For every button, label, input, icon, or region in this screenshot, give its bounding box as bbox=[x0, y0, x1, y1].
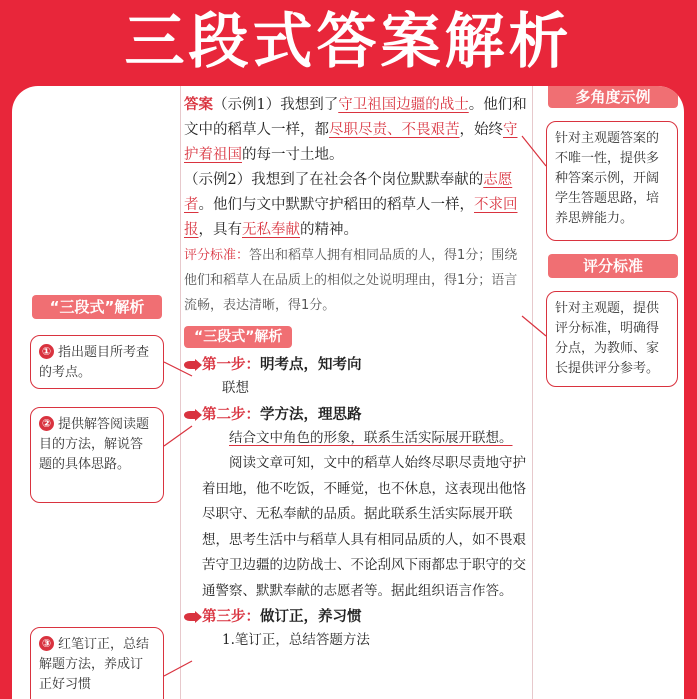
callout-multi-angle: 针对主观题答案的不唯一性，提供多种答案示例，开阔学生答题思路，培养思辨能力。 bbox=[546, 121, 678, 241]
answer-text: ，始终 bbox=[459, 122, 503, 138]
step-title: 做订正，养习惯 bbox=[260, 609, 362, 625]
step-2 bbox=[184, 404, 528, 426]
step-2-detail: 阅读文章可知，文中的稻草人始终尽职尽责地守护着田地，他不吃饭，不睡觉，也不休息，这表现出他恪尽职守、无私奉献的品质。据此联系生活实际展开联想，思考生活中与稻草人具有相同品质的人，如不畏艰苦守卫边疆的边防战士、不论刮风下雨都忠于职守的交通警察、默默奉献的志愿者等。据此组织语言作答。 bbox=[202, 455, 526, 599]
callout-note-3 bbox=[30, 627, 164, 699]
step-title: 明考点，知考向 bbox=[260, 357, 362, 373]
step-2-summary: 结合文中角色的形象，联系生活实际展开联想。 bbox=[229, 429, 513, 446]
scoring-criteria bbox=[184, 243, 528, 318]
answer-example-1 bbox=[184, 92, 528, 168]
content-card bbox=[12, 86, 684, 699]
callout-note-2 bbox=[30, 407, 164, 503]
center-column bbox=[184, 86, 528, 654]
highlight-text: 尽职尽责、不畏艰苦 bbox=[329, 122, 460, 138]
highlight-text: 不求回报 bbox=[184, 197, 518, 238]
right-heading-scoring: 评分标准 bbox=[548, 254, 678, 278]
answer-example-2 bbox=[184, 168, 528, 243]
answer-text: （示例2）我想到了在社会各个岗位默默奉献的 bbox=[184, 172, 484, 188]
answer-text: 。他们与文中默默守护稻田的稻草人一样， bbox=[198, 197, 474, 213]
answer-text: 。他们和文中的稻草人一样，都 bbox=[184, 97, 527, 138]
arrow-icon bbox=[184, 361, 196, 369]
step-title: 学方法，理思路 bbox=[260, 406, 362, 423]
criteria-label: 评分标准： bbox=[184, 248, 250, 263]
answer-text: 的每一寸土地。 bbox=[242, 147, 344, 163]
highlight-text: 守护着祖国 bbox=[184, 122, 518, 163]
connector-line bbox=[164, 661, 192, 676]
highlight-text: 无私奉献 bbox=[242, 222, 300, 238]
analysis-heading: “三段式”解析 bbox=[184, 326, 292, 348]
step-1-body: 联想 bbox=[222, 380, 249, 396]
left-divider bbox=[180, 86, 181, 699]
left-section-heading: “三段式”解析 bbox=[32, 295, 162, 319]
callout-note-1 bbox=[30, 335, 164, 389]
right-divider bbox=[532, 86, 533, 699]
answer-text: ，具有 bbox=[198, 222, 242, 238]
answer-text: （示例1）我想到了 bbox=[213, 97, 339, 113]
answer-text: 的精神。 bbox=[300, 222, 358, 238]
step-label: 第一步： bbox=[202, 357, 260, 373]
arrow-icon bbox=[184, 411, 196, 419]
highlight-text: 守卫祖国边疆的战士 bbox=[338, 97, 469, 113]
step-3-body: 1.笔订正，总结答题方法 bbox=[222, 632, 370, 648]
right-heading-multi-angle: 多角度示例 bbox=[548, 86, 678, 108]
banner-title: 三段式答案解析 bbox=[124, 7, 573, 77]
arrow-icon bbox=[184, 613, 196, 621]
note-text-3: 红笔订正，总结解题方法，养成订正好习惯 bbox=[39, 637, 150, 692]
note-text-2: 提供解答阅读题目的方法，解说答题的具体思路。 bbox=[39, 417, 150, 472]
criteria-text: 答出和稻草人拥有相同品质的人，得1分；围绕他们和稻草人在品质上的相似之处说明理由，得1分；语言流畅，表达清晰，得1分。 bbox=[184, 248, 518, 313]
highlight-text: 志愿者 bbox=[184, 172, 513, 213]
note-number-2: ② bbox=[39, 416, 54, 431]
note-text-1: 指出题目所考查的考点。 bbox=[39, 345, 150, 380]
answer-label: 答案 bbox=[184, 96, 213, 113]
note-number-1: ① bbox=[39, 344, 54, 359]
step-label: 第三步： bbox=[202, 609, 260, 625]
callout-scoring: 针对主观题，提供评分标准，明确得分点，为教师、家长提供评分参考。 bbox=[546, 291, 678, 387]
step-label: 第二步： bbox=[202, 406, 260, 423]
step-3 bbox=[184, 606, 528, 628]
step-1 bbox=[184, 354, 528, 376]
note-number-3: ③ bbox=[39, 636, 54, 651]
